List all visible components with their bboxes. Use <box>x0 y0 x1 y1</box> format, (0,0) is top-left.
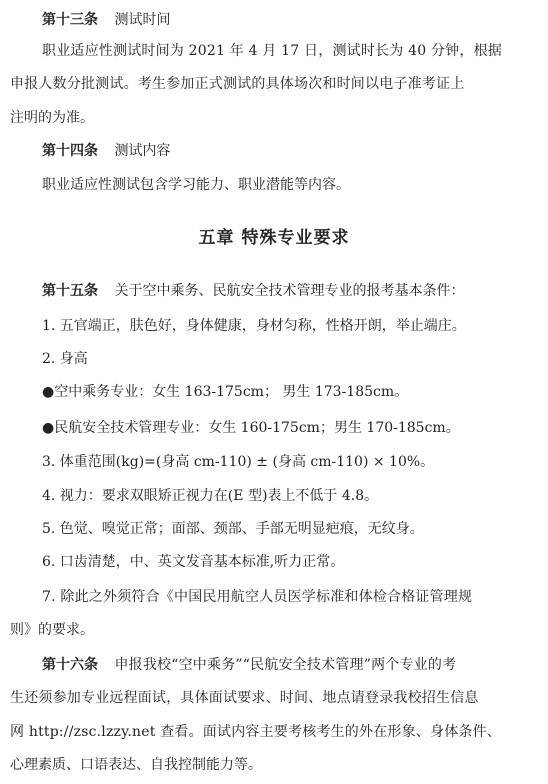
article-13-heading <box>42 10 170 30</box>
article-13-text-line-1: 职业适应性测试时间为 2021 年 4 月 17 日，测试时长为 40 分钟，根据 <box>42 43 502 59</box>
article-15-bullet-1: ●空中乘务专业：女生 163-175cm； 男生 173-185cm。 <box>42 384 409 400</box>
article-14-label: 第十四条 <box>42 143 98 159</box>
chapter-heading: 五章 特殊专业要求 <box>198 228 350 248</box>
article-13-label: 第十三条 <box>42 12 98 28</box>
article-15-bullet-2: ●民航安全技术管理专业：女生 160-175cm；男生 170-185cm。 <box>42 420 460 436</box>
article-14-heading <box>42 141 170 161</box>
article-15-item-7-line-2: 则》的要求。 <box>10 622 94 638</box>
article-15-item-1: 1. 五官端正，肤色好，身体健康，身材匀称，性格开朗，举止端庄。 <box>42 318 466 334</box>
article-16-text-line-4: 心理素质、口语表达、自我控制能力等。 <box>10 757 262 773</box>
article-13-title: 测试时间 <box>114 12 171 28</box>
article-13-text-line-2: 申报人数分批测试。考生参加正式测试的具体场次和时间以电子准考证上 <box>10 76 465 92</box>
article-15-item-7-line-1: 7. 除此之外须符合《中国民用航空人员医学标准和体检合格证管理规 <box>42 589 473 605</box>
article-14-text-line-1: 职业适应性测试包含学习能力、职业潜能等内容。 <box>42 177 350 193</box>
article-13-text-line-3: 注明的为准。 <box>10 110 94 126</box>
article-15-item-2: 2. 身高 <box>42 351 88 367</box>
article-15-intro: 关于空中乘务、民航安全技术管理专业的报考基本条件： <box>114 283 465 299</box>
article-14-title: 测试内容 <box>114 143 171 159</box>
article-15-item-3: 3. 体重范围(kg)=(身高 cm-110) ± (身高 cm-110) × 10%。 <box>42 454 435 470</box>
article-15-item-6: 6. 口齿清楚，中、英文发音基本标准,听力正常。 <box>42 554 345 570</box>
article-15-heading <box>42 281 464 301</box>
article-16-label: 第十六条 <box>42 657 98 673</box>
article-15-item-4: 4. 视力：要求双眼矫正视力在(E 型)表上不低于 4.8。 <box>42 488 379 504</box>
article-16-text-line-3: 网 http://zsc.lzzy.net 查看。面试内容主要考核考生的外在形象、身体条件、 <box>10 724 501 740</box>
article-16-heading <box>42 655 456 675</box>
article-15-label: 第十五条 <box>42 283 98 299</box>
article-16-text-line-1: 申报我校“空中乘务”“民航安全技术管理”两个专业的考 <box>114 657 457 673</box>
article-15-item-5: 5. 色觉、嗅觉正常；面部、颈部、手部无明显疤痕，无纹身。 <box>42 521 424 537</box>
article-16-text-line-2: 生还须参加专业远程面试，具体面试要求、时间、地点请登录我校招生信息 <box>10 690 479 706</box>
